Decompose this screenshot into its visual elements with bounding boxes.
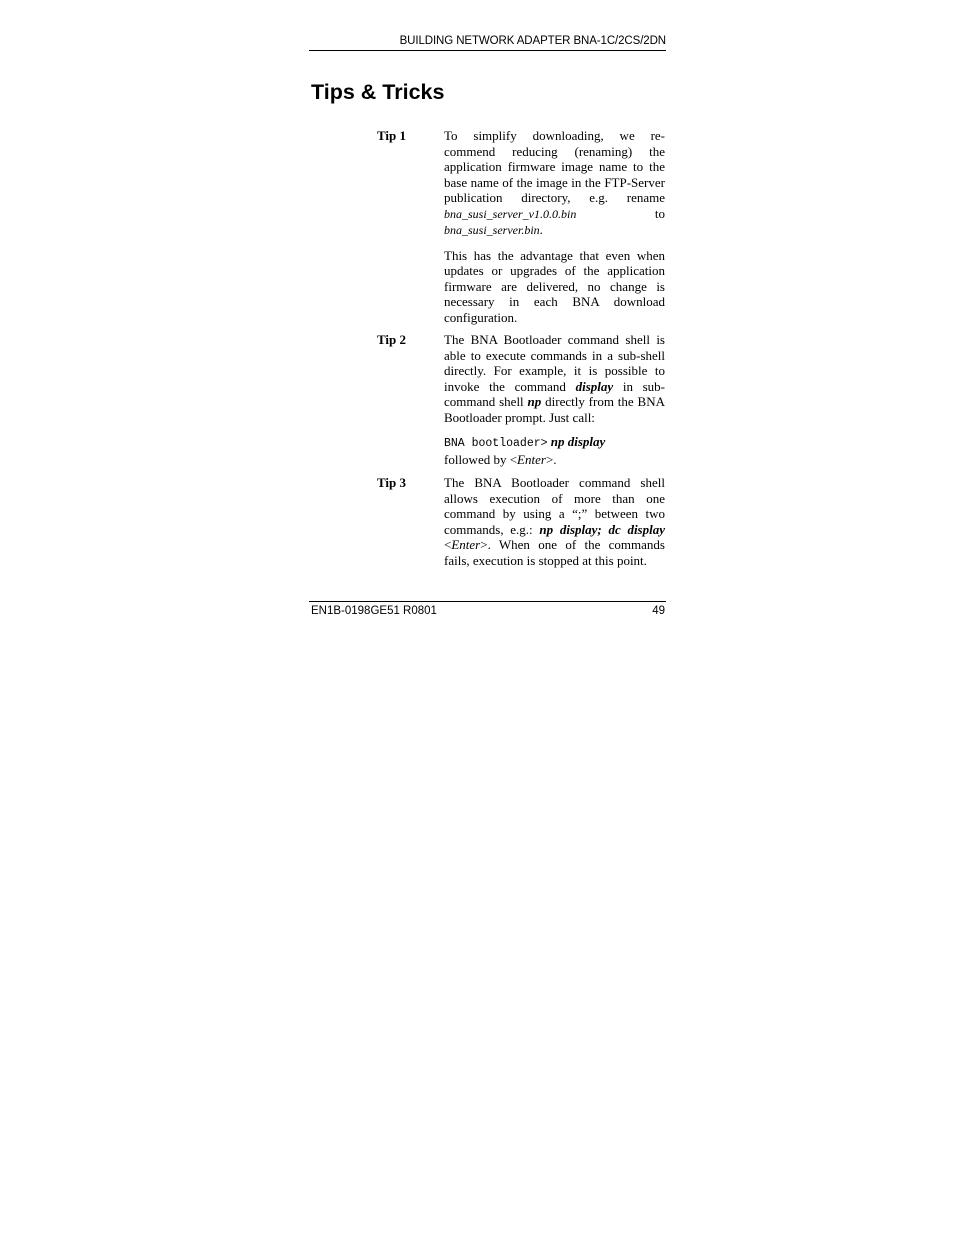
page-title: Tips & Tricks xyxy=(311,80,445,104)
tip-text: < xyxy=(444,537,452,552)
tip-body xyxy=(444,475,665,577)
doc-number: EN1B-0198GE51 R0801 xyxy=(311,605,437,617)
tip-body xyxy=(444,332,665,476)
running-footer xyxy=(309,601,666,617)
command-example xyxy=(444,434,665,467)
tip-paragraph xyxy=(444,475,665,568)
tip-text: . xyxy=(539,222,543,237)
enter-key: Enter xyxy=(517,451,546,467)
command-display: display xyxy=(575,378,614,394)
tip-text: The BNA Bootloader command shell is able to execute commands in a sub-shell directly. For example, it is possible to invoke the command xyxy=(444,332,665,394)
tip-paragraph xyxy=(444,332,665,425)
tip-text: to xyxy=(654,205,665,221)
command-np-display: np display xyxy=(550,434,606,449)
shell-np: np xyxy=(527,394,542,409)
tip-text: in sub-command shell xyxy=(444,378,666,409)
running-header: BUILDING NETWORK ADAPTER BNA-1C/2CS/2DN xyxy=(309,34,666,51)
tip-paragraph xyxy=(444,128,665,239)
tip-label: Tip 3 xyxy=(377,475,407,490)
tip-label: Tip 1 xyxy=(377,128,407,143)
tip-text: >. When one of the commands fails, execution is stopped at this point. xyxy=(444,537,665,568)
tip-text: >. xyxy=(545,451,557,467)
tip-text: To simplify downloading, we re-commend reducing (renaming) the application firmware image name to the base name of the image in the FTP-Server publication directory, e.g. rename xyxy=(444,128,665,205)
tip-text: followed by < xyxy=(444,451,518,467)
enter-key: Enter xyxy=(451,537,481,552)
filename-new: bna_susi_server.bin xyxy=(444,223,540,237)
page-number: 49 xyxy=(652,605,665,617)
tip-text: directly from the BNA Bootloader prompt. Just call: xyxy=(444,394,665,425)
tip-body xyxy=(444,128,665,334)
command-chain: np display; dc display xyxy=(539,521,665,537)
filename-old: bna_susi_server_v1.0.0.bin xyxy=(444,206,577,221)
tip-paragraph: This has the advantage that even when updates or upgrades of the application firmware are delivered, no change is necessary in each BNA download configuration. xyxy=(444,247,665,325)
bootloader-prompt: BNA bootloader> xyxy=(444,437,548,450)
tip-text: The BNA Bootloader command shell allows execution of more than one command by using a “;” between two commands, e.g.: xyxy=(444,475,665,537)
tip-label: Tip 2 xyxy=(377,332,407,347)
